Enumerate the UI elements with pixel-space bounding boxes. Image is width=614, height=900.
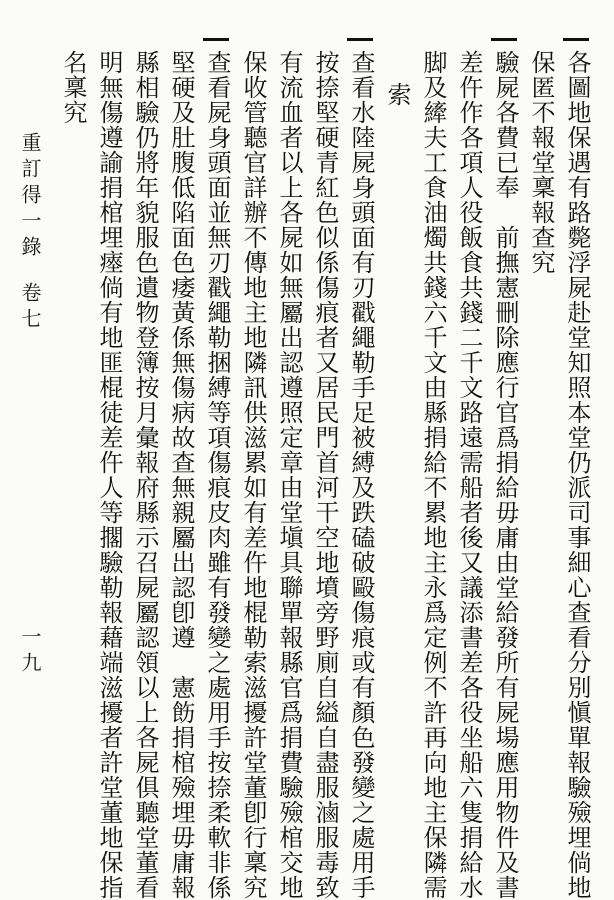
text-column: 索 [383,82,411,107]
text-column: 縣相驗仍將年貌服色遺物登簿按月彙報府縣示召屍屬認領以上各屍俱聽堂董看 [131,50,159,900]
text-column: 脚及縴夫工食油燭共錢六千文由縣捐給不累地主永爲定例不許再向地主保隣需 [419,50,447,900]
text-column: 查看水陸屍身頭面有刃戳繩勒手足被縛及跌磕破毆傷痕或有顏色發變之處用手 [347,50,375,900]
text-column: 明無傷遵諭捐棺埋瘞倘有地匪棍徒差仵人等擱驗勒報藉端滋擾者許堂董地保指 [95,50,123,900]
section-marker [491,38,517,41]
text-column: 保匿不報堂稟報查究 [527,50,555,275]
book-title: 重訂得一錄 [18,132,42,262]
page-number: 一九 [18,626,42,678]
text-column: 名稟究 [59,50,87,125]
volume-label: 卷七 [18,282,42,334]
text-column: 差仵作各項人役飯食共錢二千文路遠需船者後又議添書差各役坐船六隻捐給水 [455,50,483,900]
text-column: 查看屍身頭面並無刃戳繩勒捆縛等項傷痕皮肉雖有發變之處用手按捺柔軟非係 [203,50,231,900]
text-column: 保收管聽官詳辦不傳地主地隣訊供滋累如有差仵地棍勒索滋擾許堂董卽行稟究 [239,50,267,900]
text-column: 堅硬及肚腹低陷面色痿黃係無傷病故查無親屬出認卽遵 憲飭捐棺殮埋毋庸報 [167,50,195,900]
text-column: 按捺堅硬青紅色似係傷痕者又居民門首河干空地墳旁野廁自縊自盡服滷服毒致 [311,50,339,900]
text-column: 驗屍各費已奉 前撫憲刪除應行官爲捐給毋庸由堂給發所有屍場應用物件及書 [491,50,519,900]
section-marker [563,38,589,41]
section-marker [347,38,373,41]
section-marker [203,38,229,41]
text-column: 各圖地保遇有路斃浮屍赴堂知照本堂仍派司事細心查看分別愼單報驗殮埋倘地 [563,50,591,900]
text-column: 有流血者以上各屍如無屬出認遵照定章由堂塡具聯單報縣官爲捐費驗殮棺交地 [275,50,303,900]
